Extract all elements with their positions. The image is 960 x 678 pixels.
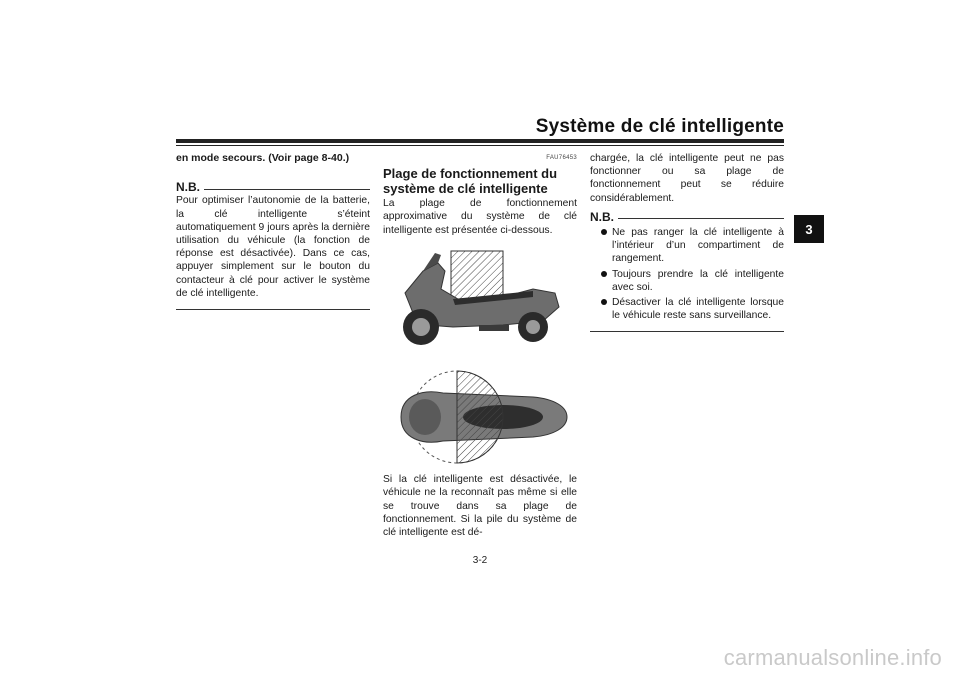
- note-end-rule: [176, 309, 370, 310]
- note-label-2: N.B.: [590, 209, 614, 224]
- note-heading: [176, 181, 370, 194]
- note-bullet: Désactiver la clé intelligente lorsque le véhicule reste sans surveillance.: [590, 296, 784, 322]
- page-title: Système de clé intelligente: [535, 116, 784, 137]
- scooter-side-illustration: [383, 241, 577, 365]
- intro-line: en mode secours. (Voir page 8-40.): [176, 152, 350, 164]
- column-middle: [383, 152, 577, 539]
- note-heading-2: [590, 211, 784, 224]
- note-rule: [204, 189, 370, 190]
- chapter-tab: 3: [794, 215, 824, 243]
- watermark: carmanualsonline.info: [723, 645, 942, 670]
- note-label: N.B.: [176, 180, 200, 195]
- page-number: 3-2: [472, 555, 488, 566]
- header-rule: [176, 139, 784, 143]
- section-after-text: Si la clé intelligente est désactivée, le véhicule ne la reconnaît pas même si elle se trouve dans sa plage de fonctionnement. Si la pile du système de clé intelligente est dé-: [383, 474, 577, 539]
- note-bullet: Toujours prendre la clé intelligente avec soi.: [590, 268, 784, 294]
- note-text: Pour optimiser l’autonomie de la batterie, la clé intelligente s’éteint automatiquement 9 jours après la dernière utilisation du véhicule (la fonction de réponse est désactivée). Dans ce cas, appuyer simplement sur le bouton du contacteur à clé pour activer le système de clé intelligente.: [176, 195, 370, 299]
- bullet-dot-icon: [601, 271, 607, 277]
- note-bullet-list: [590, 226, 784, 322]
- section-title: Plage de fonctionnement du système de clé intelligente: [383, 166, 558, 197]
- header-rule-thin: [176, 145, 784, 146]
- section-code: FAU76453: [546, 155, 577, 161]
- note-rule-2: [618, 218, 784, 219]
- note-bullet: Ne pas ranger la clé intelligente à l’intérieur d’un compartiment de rangement.: [590, 226, 784, 266]
- continued-text: chargée, la clé intelligente peut ne pas fonctionner ou sa plage de fonctionnement peut se réduire considérablement.: [590, 153, 784, 204]
- bullet-dot-icon: [601, 229, 607, 235]
- note-end-rule-2: [590, 331, 784, 332]
- scooter-top-illustration: [383, 369, 577, 473]
- bullet-dot-icon: [601, 299, 607, 305]
- section-intro: La plage de fonctionnement approximative du système de clé intelligente est présentée ci-dessous.: [383, 198, 577, 236]
- column-left: [176, 152, 370, 310]
- column-right: [590, 152, 784, 332]
